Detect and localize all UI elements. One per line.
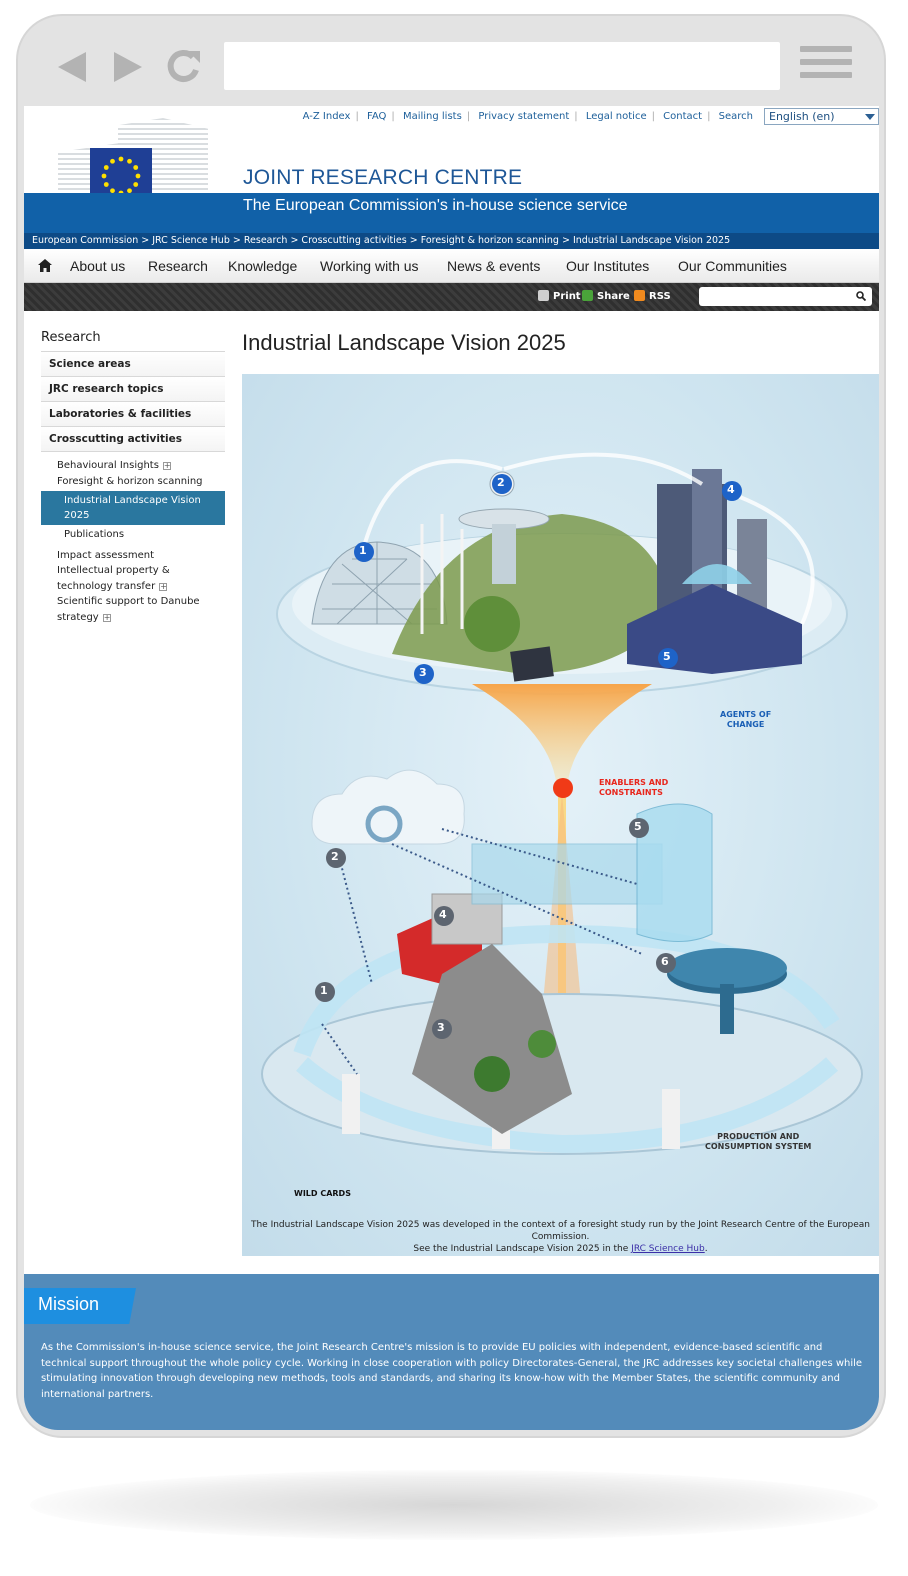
label-line: AGENTS OF (720, 710, 772, 719)
site-title[interactable]: JOINT RESEARCH CENTRE (243, 166, 523, 189)
sidebar-item-danube-strategy[interactable] (41, 594, 225, 625)
browser-viewport (24, 106, 879, 1430)
marker-top-2[interactable]: 2 (497, 476, 505, 489)
sidebar-item-jrc-research-topics[interactable]: JRC research topics (41, 377, 225, 402)
sidebar-item-impact-assessment[interactable]: Impact assessment (57, 549, 155, 561)
nav-news-events[interactable]: News & events (447, 258, 541, 274)
expand-plus-icon[interactable]: + (163, 461, 171, 470)
sidebar-item-label: strategy (57, 611, 99, 623)
jrc-science-hub-link[interactable]: JRC Science Hub (631, 1244, 705, 1254)
marker-top-3[interactable]: 3 (419, 666, 427, 679)
top-link-privacy[interactable]: Privacy statement (478, 111, 570, 122)
search-input[interactable] (699, 287, 872, 306)
label-agents-of-change (720, 710, 771, 730)
marker-bottom-6[interactable]: 6 (661, 955, 669, 968)
hamburger-menu-icon[interactable] (800, 46, 852, 86)
printer-icon (538, 290, 549, 301)
top-link-contact[interactable]: Contact (663, 111, 703, 122)
sidebar-item-industrial-landscape-active[interactable] (41, 491, 225, 525)
tree (464, 596, 520, 652)
solar-panel (510, 646, 554, 681)
share-button[interactable] (582, 290, 630, 302)
language-select[interactable] (764, 108, 879, 125)
sidebar-item-intellectual-property[interactable] (41, 563, 225, 594)
eu-star (104, 182, 109, 187)
nav-our-communities[interactable]: Our Communities (678, 258, 787, 274)
caption-line1: The Industrial Landscape Vision 2025 was developed in the context of a foresight study run by the Joint Research Centre of the European Commission. (250, 1220, 871, 1242)
mission-section (24, 1274, 879, 1430)
eu-star (119, 157, 124, 162)
print-label: Print (553, 291, 581, 302)
eu-star (102, 174, 107, 179)
marker-bottom-3[interactable]: 3 (437, 1021, 445, 1034)
label-enablers-constraints (599, 778, 668, 798)
label-line: PRODUCTION AND (717, 1132, 800, 1141)
page-title: Industrial Landscape Vision 2025 (242, 330, 566, 355)
share-label: Share (597, 291, 630, 302)
sidebar-item-science-areas[interactable]: Science areas (41, 352, 225, 377)
sidebar (41, 330, 225, 625)
marker-bottom-2[interactable]: 2 (331, 850, 339, 863)
eu-star (133, 165, 138, 170)
rss-icon (634, 290, 645, 301)
sidebar-item-label: Scientific support to Danube (57, 596, 200, 607)
sidebar-item-label: Intellectual property & (57, 565, 170, 576)
rss-button[interactable] (634, 290, 671, 302)
caption-line2: See the Industrial Landscape Vision 2025 in the (413, 1244, 629, 1254)
nav-our-institutes[interactable]: Our Institutes (566, 258, 650, 274)
sidebar-item-crosscutting[interactable]: Crosscutting activities (41, 427, 225, 452)
marker-top-5[interactable]: 5 (663, 650, 671, 663)
enablers-marker (553, 778, 573, 798)
eu-star (133, 182, 138, 187)
print-button[interactable] (538, 290, 581, 302)
industrial-landscape-illustration (242, 374, 879, 1256)
caption-end: . (704, 1244, 708, 1254)
forward-arrow-icon[interactable] (110, 50, 144, 84)
marker-top-4[interactable]: 4 (727, 483, 735, 496)
sidebar-title[interactable]: Research (41, 330, 225, 352)
label-wild-cards: WILD CARDS (294, 1189, 351, 1198)
sidebar-item-label: Industrial Landscape Vision (64, 495, 201, 506)
sidebar-item-label: technology transfer (57, 580, 156, 592)
sidebar-item-label: 2025 (64, 510, 90, 521)
illustration-caption (242, 1219, 879, 1255)
mission-title: Mission (38, 1294, 100, 1314)
nav-about-us[interactable]: About us (70, 258, 126, 274)
label-production-consumption (705, 1132, 811, 1152)
eu-star (127, 159, 132, 164)
chevron-down-icon (865, 114, 875, 120)
marker-bottom-4[interactable]: 4 (439, 908, 447, 921)
sidebar-item-publications[interactable]: Publications (64, 529, 125, 540)
top-link-faq[interactable]: FAQ (367, 111, 387, 122)
eu-star (110, 159, 115, 164)
glass-lab (472, 844, 662, 904)
marker-bottom-5[interactable]: 5 (634, 820, 642, 833)
breadcrumb[interactable]: European Commission > JRC Science Hub > Research > Crosscutting activities > Foresight & horizon scanning > Industrial Landscape Vision 2025 (24, 233, 879, 249)
top-link-legal[interactable]: Legal notice (585, 111, 647, 122)
top-link-mailing-lists[interactable]: Mailing lists (402, 111, 462, 122)
address-bar[interactable] (224, 42, 780, 90)
main-navigation (24, 249, 879, 283)
expand-plus-icon[interactable]: + (103, 612, 111, 622)
illustration-graphic (242, 374, 879, 1256)
top-link-az-index[interactable]: A-Z Index (302, 111, 351, 122)
eu-star (136, 174, 141, 179)
marker-bottom-1[interactable]: 1 (320, 984, 328, 997)
mission-text: As the Commission's in-house science service, the Joint Research Centre's mission is to provide EU policies with independent, evidence-based scientific and technical support throughout the whole policy cycle. Working in close cooperation with policy Directorates-General, the JRC addresses key societal challenges while stimulating innovation through developing new methods, tools and standards, and sharing its know-how with the Member States, the scientific community and international partners. (41, 1342, 863, 1400)
tools-bar (24, 283, 879, 311)
device-shadow (30, 1470, 878, 1540)
reload-icon[interactable] (166, 48, 202, 84)
sidebar-item-foresight[interactable]: Foresight & horizon scanning (57, 475, 203, 487)
label-line: CHANGE (726, 720, 765, 729)
search-icon[interactable] (856, 291, 866, 301)
top-link-search[interactable]: Search (718, 111, 753, 122)
sidebar-item-behavioural-insights[interactable] (41, 458, 225, 474)
label-line: CONSTRAINTS (599, 788, 663, 797)
back-arrow-icon[interactable] (56, 50, 90, 84)
label-line: ENABLERS AND (599, 778, 669, 787)
language-value: English (en) (769, 110, 835, 123)
sidebar-item-label: Behavioural Insights (57, 460, 159, 471)
sidebar-item-laboratories[interactable]: Laboratories & facilities (41, 402, 225, 427)
marker-top-1[interactable]: 1 (359, 544, 367, 557)
nav-knowledge[interactable]: Knowledge (228, 258, 298, 274)
site-tagline: The European Commission's in-house science service (243, 197, 628, 214)
expand-plus-icon[interactable]: + (160, 581, 167, 591)
home-icon[interactable] (38, 259, 52, 272)
nav-research[interactable]: Research (148, 258, 208, 274)
nav-working-with-us[interactable]: Working with us (320, 258, 419, 274)
eu-star (104, 165, 109, 170)
rss-label: RSS (649, 291, 671, 302)
label-line: CONSUMPTION SYSTEM (705, 1142, 812, 1151)
share-icon (582, 290, 593, 301)
top-links: A-Z Index | FAQ | Mailing lists | Privacy statement | Legal notice | Contact | Search (302, 111, 753, 122)
